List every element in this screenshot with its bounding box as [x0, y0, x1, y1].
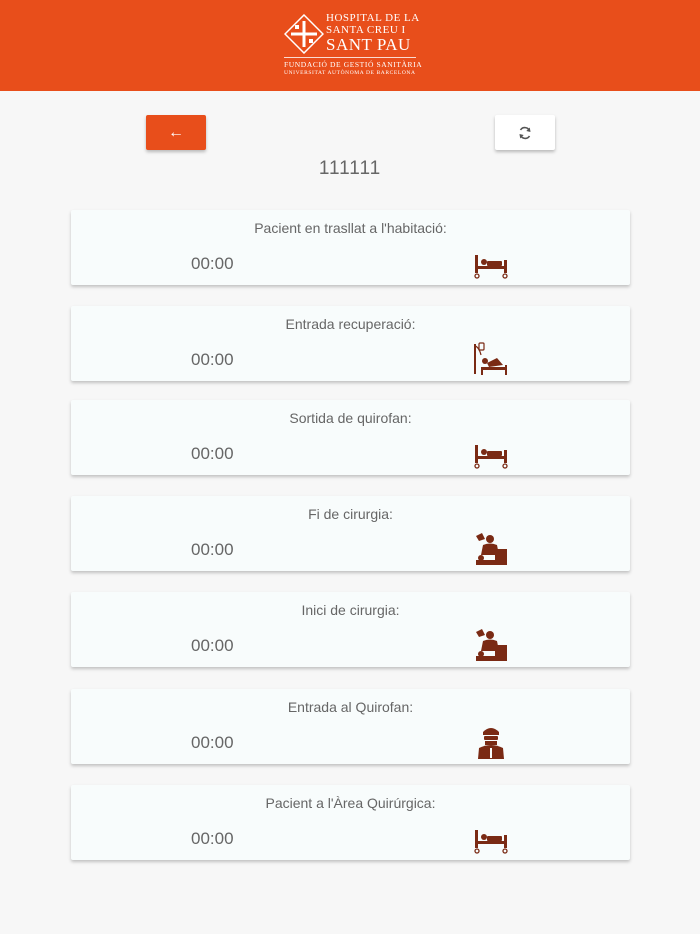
event-card — [71, 785, 630, 860]
hospital-cross-icon — [284, 14, 324, 54]
surgeon-operating-icon — [473, 627, 509, 663]
event-time: 00:00 — [191, 540, 234, 559]
recovery-icon — [473, 341, 509, 377]
event-time: 00:00 — [191, 350, 234, 369]
event-label: Inici de cirurgia: — [301, 602, 400, 618]
event-label: Pacient en trasllat a l'habitació: — [254, 220, 447, 236]
event-time: 00:00 — [191, 254, 234, 273]
logo-line-3: SANT PAU — [326, 35, 411, 54]
back-button[interactable] — [146, 115, 206, 150]
arrow-left-icon: ← — [168, 124, 184, 141]
surgeon-icon — [473, 724, 509, 760]
event-card — [71, 306, 630, 381]
event-time: 00:00 — [191, 829, 234, 848]
event-label: Fi de cirurgia: — [308, 506, 393, 522]
logo-line-5: UNIVERSITAT AUTÒNOMA DE BARCELONA — [284, 70, 416, 76]
hospital-logo — [284, 12, 424, 78]
bed-icon — [473, 435, 509, 471]
event-time: 00:00 — [191, 636, 234, 655]
bed-icon — [473, 245, 509, 281]
surgeon-operating-icon — [473, 531, 509, 567]
event-label: Entrada al Quirofan: — [287, 699, 414, 715]
event-card — [71, 592, 630, 667]
refresh-icon — [518, 126, 532, 140]
event-label: Pacient a l'Àrea Quirúrgica: — [265, 795, 436, 811]
event-card — [71, 496, 630, 571]
logo-line-1: HOSPITAL DE LA — [326, 12, 420, 24]
logo-divider — [284, 57, 416, 58]
logo-line-4: FUNDACIÓ DE GESTIÓ SANITÀRIA — [284, 60, 423, 69]
event-card — [71, 210, 630, 285]
event-card — [71, 689, 630, 764]
app-header — [0, 0, 700, 91]
patient-id: 111111 — [318, 158, 382, 179]
event-label: Sortida de quirofan: — [289, 410, 412, 426]
bed-icon — [473, 820, 509, 856]
refresh-button[interactable] — [495, 115, 555, 150]
event-time: 00:00 — [191, 444, 234, 463]
event-time: 00:00 — [191, 733, 234, 752]
event-card — [71, 400, 630, 475]
logo-line-2: SANTA CREU I — [326, 24, 406, 36]
event-label: Entrada recuperació: — [285, 316, 416, 332]
